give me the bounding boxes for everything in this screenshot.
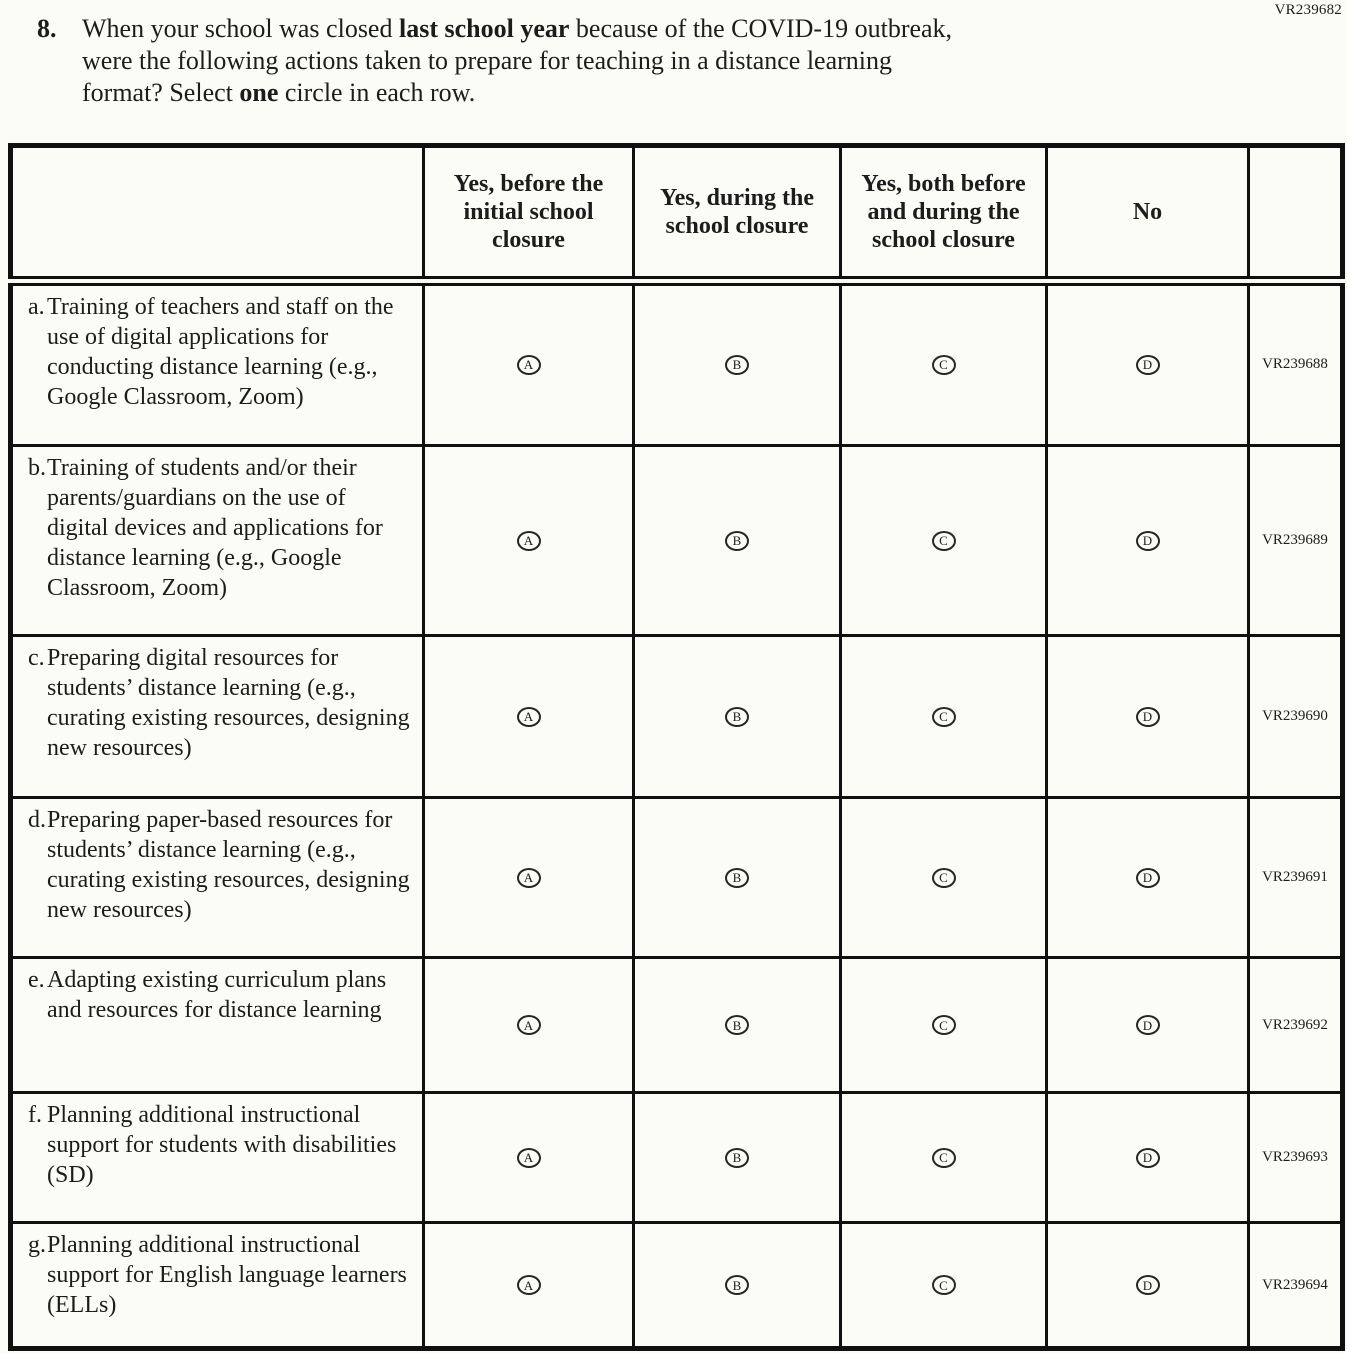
row-g-cell-yes-during <box>634 1223 841 1349</box>
row-c-cell-no <box>1047 636 1249 798</box>
row-c-cell-yes-before <box>424 636 634 798</box>
option-letter: A <box>523 1150 534 1165</box>
row-b-option-b-bubble[interactable] <box>725 531 749 551</box>
option-letter: D <box>1142 1150 1153 1165</box>
row-d-cell-no <box>1047 798 1249 958</box>
row-d-option-c-bubble[interactable] <box>932 868 956 888</box>
row-d-option-d-bubble[interactable] <box>1136 868 1160 888</box>
row-d-vr-code: VR239691 <box>1249 798 1343 958</box>
option-letter: D <box>1142 533 1153 548</box>
row-f-option-a-bubble[interactable] <box>517 1148 541 1168</box>
question-line1-post: because of the COVID-19 outbreak, <box>569 14 953 43</box>
row-c-label <box>11 636 424 798</box>
row-b-cell-yes-during <box>634 446 841 636</box>
row-d-cell-yes-both <box>841 798 1047 958</box>
question-line3-bold: one <box>239 78 279 107</box>
option-letter: C <box>939 870 948 885</box>
question-line3-pre: format? Select <box>82 78 240 107</box>
option-letter: C <box>939 1277 948 1293</box>
row-f-vr-code: VR239693 <box>1249 1093 1343 1223</box>
row-a-cell-yes-during <box>634 281 841 446</box>
row-a-cell-yes-both <box>841 281 1047 446</box>
table-row-b <box>11 446 1343 636</box>
row-e-vr-code: VR239692 <box>1249 958 1343 1093</box>
row-a-option-b-bubble[interactable] <box>725 355 749 375</box>
header-yes-before: Yes, before the initial school closure <box>424 146 634 281</box>
row-e-letter: e. <box>28 967 45 993</box>
row-b-cell-yes-both <box>841 446 1047 636</box>
option-letter: B <box>732 1150 742 1165</box>
row-c-option-a-bubble[interactable] <box>517 707 541 727</box>
table-row-f <box>11 1093 1343 1223</box>
row-g-label <box>11 1223 424 1349</box>
header-no: No <box>1047 146 1249 281</box>
option-letter: D <box>1142 357 1153 373</box>
row-a-cell-yes-before <box>424 281 634 446</box>
row-e-cell-no <box>1047 958 1249 1093</box>
row-e-text: Adapting existing curriculum plans and resources for distance learning <box>47 967 387 1023</box>
row-c-option-d-bubble[interactable] <box>1136 707 1160 727</box>
question-text <box>82 13 952 109</box>
row-d-label <box>11 798 424 958</box>
header-stub-cell <box>11 146 424 281</box>
row-e-option-d-bubble[interactable] <box>1136 1015 1160 1035</box>
table-row-g <box>11 1223 1343 1349</box>
row-c-cell-yes-both <box>841 636 1047 798</box>
row-g-option-b-bubble[interactable] <box>725 1275 749 1295</box>
row-a-option-c-bubble[interactable] <box>932 355 956 375</box>
row-c-option-b-bubble[interactable] <box>725 707 749 727</box>
option-letter: D <box>1142 870 1153 885</box>
row-a-letter: a. <box>28 293 45 320</box>
option-letter: C <box>939 533 948 548</box>
row-e-cell-yes-before <box>424 958 634 1093</box>
row-e-cell-yes-both <box>841 958 1047 1093</box>
row-g-cell-yes-before <box>424 1223 634 1349</box>
option-letter: A <box>523 1277 534 1293</box>
row-e-label <box>11 958 424 1093</box>
row-f-option-d-bubble[interactable] <box>1136 1148 1160 1168</box>
question-line-3 <box>82 77 952 109</box>
row-g-cell-no <box>1047 1223 1249 1349</box>
option-letter: C <box>939 1017 948 1033</box>
row-e-option-c-bubble[interactable] <box>932 1015 956 1035</box>
option-letter: A <box>523 533 534 548</box>
option-letter: D <box>1142 709 1153 724</box>
question-block <box>37 13 1197 109</box>
row-d-text: Preparing paper-based resources for students’ distance learning (e.g., curating existing resources, designing new resources) <box>47 807 410 923</box>
option-letter: D <box>1142 1277 1153 1293</box>
row-b-option-c-bubble[interactable] <box>932 531 956 551</box>
header-yes-during: Yes, during the school closure <box>634 146 841 281</box>
option-letter: A <box>523 1017 534 1033</box>
header-row <box>11 146 1343 281</box>
row-c-letter: c. <box>28 645 45 671</box>
row-g-letter: g. <box>28 1232 46 1258</box>
row-a-text: Training of teachers and staff on the use of digital applications for conducting distance learning (e.g., Google Classroom, Zoom) <box>47 293 394 410</box>
row-f-option-b-bubble[interactable] <box>725 1148 749 1168</box>
table-row-e <box>11 958 1343 1093</box>
row-a-label <box>11 281 424 446</box>
row-e-cell-yes-during <box>634 958 841 1093</box>
question-line-1 <box>82 13 952 45</box>
row-c-cell-yes-during <box>634 636 841 798</box>
row-f-cell-no <box>1047 1093 1249 1223</box>
option-letter: D <box>1142 1017 1153 1033</box>
row-b-option-d-bubble[interactable] <box>1136 531 1160 551</box>
row-g-text: Planning additional instructional support for English language learners (ELLs) <box>47 1232 407 1318</box>
row-c-text: Preparing digital resources for students’ distance learning (e.g., curating existing resources, designing new resources) <box>47 645 410 761</box>
row-f-option-c-bubble[interactable] <box>932 1148 956 1168</box>
table-row-d <box>11 798 1343 958</box>
response-matrix-table <box>8 143 1345 1351</box>
form-code-top: VR239682 <box>1274 2 1342 18</box>
row-d-cell-yes-during <box>634 798 841 958</box>
row-a-option-d-bubble[interactable] <box>1136 355 1160 375</box>
row-f-letter: f. <box>28 1102 42 1128</box>
table-row-a <box>11 281 1343 446</box>
header-yes-both: Yes, both before and during the school closure <box>841 146 1047 281</box>
option-letter: A <box>523 357 534 373</box>
row-b-label <box>11 446 424 636</box>
question-number: 8. <box>37 14 57 43</box>
row-g-option-a-bubble[interactable] <box>517 1275 541 1295</box>
row-d-cell-yes-before <box>424 798 634 958</box>
option-letter: A <box>523 709 534 724</box>
header-vr-cell <box>1249 146 1343 281</box>
row-g-option-c-bubble[interactable] <box>932 1275 956 1295</box>
row-g-cell-yes-both <box>841 1223 1047 1349</box>
option-letter: C <box>939 357 948 373</box>
question-line-2: were the following actions taken to prepare for teaching in a distance learning <box>82 46 893 75</box>
option-letter: B <box>732 533 742 548</box>
row-f-text: Planning additional instructional support for students with disabilities (SD) <box>47 1102 397 1188</box>
row-c-vr-code: VR239690 <box>1249 636 1343 798</box>
row-f-cell-yes-both <box>841 1093 1047 1223</box>
question-line3-post: circle in each row. <box>278 78 476 107</box>
row-a-cell-no <box>1047 281 1249 446</box>
row-b-text: Training of students and/or their parents/guardians on the use of digital devices and applications for distance learning (e.g., Google Classroom, Zoom) <box>47 455 383 601</box>
row-e-option-b-bubble[interactable] <box>725 1015 749 1035</box>
row-b-cell-yes-before <box>424 446 634 636</box>
row-e-option-a-bubble[interactable] <box>517 1015 541 1035</box>
row-f-cell-yes-during <box>634 1093 841 1223</box>
row-d-letter: d. <box>28 807 46 833</box>
row-f-label <box>11 1093 424 1223</box>
option-letter: C <box>939 1150 948 1165</box>
row-c-option-c-bubble[interactable] <box>932 707 956 727</box>
row-b-letter: b. <box>28 455 46 481</box>
question-line1-pre: When your school was closed <box>82 14 399 43</box>
option-letter: B <box>732 709 742 724</box>
row-b-option-a-bubble[interactable] <box>517 531 541 551</box>
row-d-option-a-bubble[interactable] <box>517 868 541 888</box>
row-g-vr-code: VR239694 <box>1249 1223 1343 1349</box>
row-a-vr-code: VR239688 <box>1249 281 1343 446</box>
option-letter: C <box>939 709 948 724</box>
row-b-cell-no <box>1047 446 1249 636</box>
row-a-option-a-bubble[interactable] <box>517 355 541 375</box>
option-letter: B <box>732 1017 742 1033</box>
row-d-option-b-bubble[interactable] <box>725 868 749 888</box>
row-g-option-d-bubble[interactable] <box>1136 1275 1160 1295</box>
option-letter: B <box>732 357 742 373</box>
row-b-vr-code: VR239689 <box>1249 446 1343 636</box>
question-line1-bold: last school year <box>398 14 570 43</box>
table-row-c <box>11 636 1343 798</box>
option-letter: A <box>523 870 534 885</box>
row-f-cell-yes-before <box>424 1093 634 1223</box>
option-letter: B <box>732 1277 742 1293</box>
option-letter: B <box>732 870 742 885</box>
